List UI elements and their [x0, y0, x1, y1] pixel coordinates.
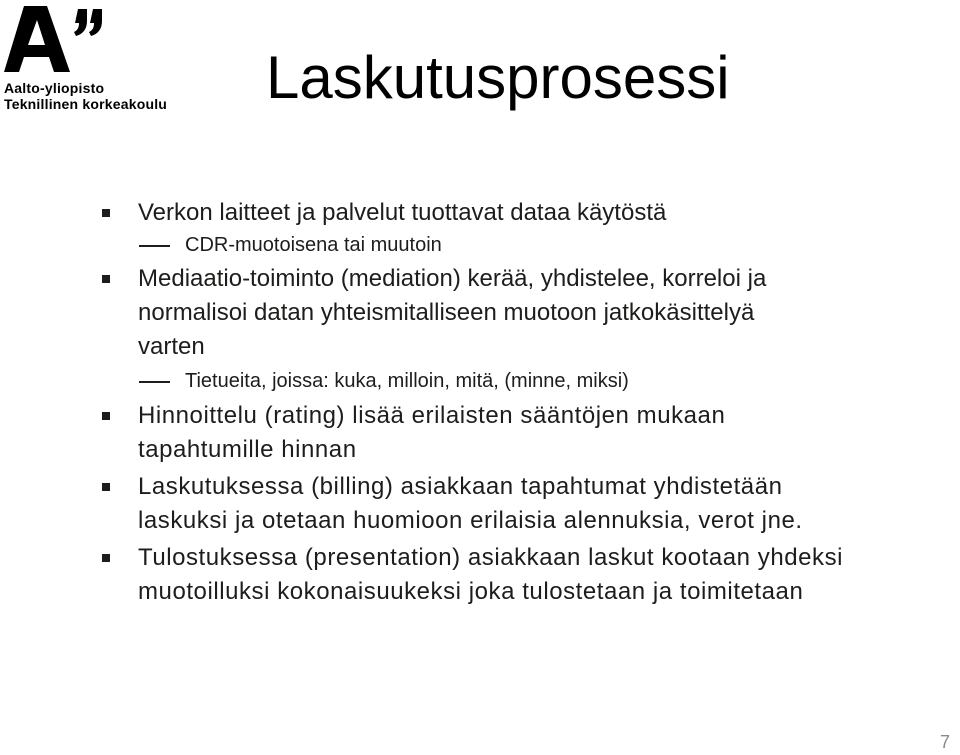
- bullet-line: muotoilluksi kokonaisuukeksi joka tulostetaan ja toimitetaan: [138, 578, 804, 605]
- dash-bullet-icon: [139, 381, 170, 383]
- aalto-logo: [2, 2, 182, 112]
- square-bullet-icon: [102, 483, 110, 491]
- bullet-text: Verkon laitteet ja palvelut tuottavat dataa käytöstä: [138, 199, 667, 226]
- bullet-item: [100, 399, 950, 467]
- page-number: 7: [939, 732, 950, 752]
- logo-university-name: Aalto-yliopisto: [4, 80, 105, 96]
- bullet-line: Laskutuksessa (billing) asiakkaan tapahtumat yhdistetään: [138, 473, 783, 500]
- logo-school-name: Teknillinen korkeakoulu: [4, 96, 168, 112]
- bullet-line: varten: [138, 333, 205, 360]
- square-bullet-icon: [102, 554, 110, 562]
- bullet-line: Hinnoittelu (rating) lisää erilaisten sääntöjen mukaan: [138, 402, 726, 429]
- square-bullet-icon: [102, 412, 110, 420]
- slide-content: [100, 196, 950, 609]
- square-bullet-icon: [102, 275, 110, 283]
- bullet-line: laskuksi ja otetaan huomioon erilaisia alennuksia, verot jne.: [138, 507, 803, 534]
- sub-bullet-text: Tietueita, joissa: kuka, milloin, mitä, (minne, miksi): [185, 370, 629, 392]
- sub-bullet-item: [100, 366, 950, 396]
- bullet-line: Mediaatio-toiminto (mediation) kerää, yhdistelee, korreloi ja: [138, 265, 767, 292]
- bullet-item: [100, 262, 950, 364]
- dash-bullet-icon: [139, 245, 170, 247]
- bullet-item: [100, 470, 950, 538]
- sub-bullet-item: [100, 230, 950, 260]
- bullet-line: Tulostuksessa (presentation) asiakkaan laskut kootaan yhdeksi: [138, 544, 844, 571]
- aalto-a-logo-icon: [2, 2, 112, 78]
- sub-bullet-text: CDR-muotoisena tai muutoin: [185, 234, 442, 256]
- slide-title: Laskutusprosessi: [266, 44, 730, 111]
- bullet-line: tapahtumille hinnan: [138, 436, 357, 463]
- bullet-item: [100, 541, 950, 609]
- square-bullet-icon: [102, 209, 110, 217]
- bullet-line: normalisoi datan yhteismitalliseen muotoon jatkokäsittelyä: [138, 299, 755, 326]
- bullet-item: [100, 196, 950, 230]
